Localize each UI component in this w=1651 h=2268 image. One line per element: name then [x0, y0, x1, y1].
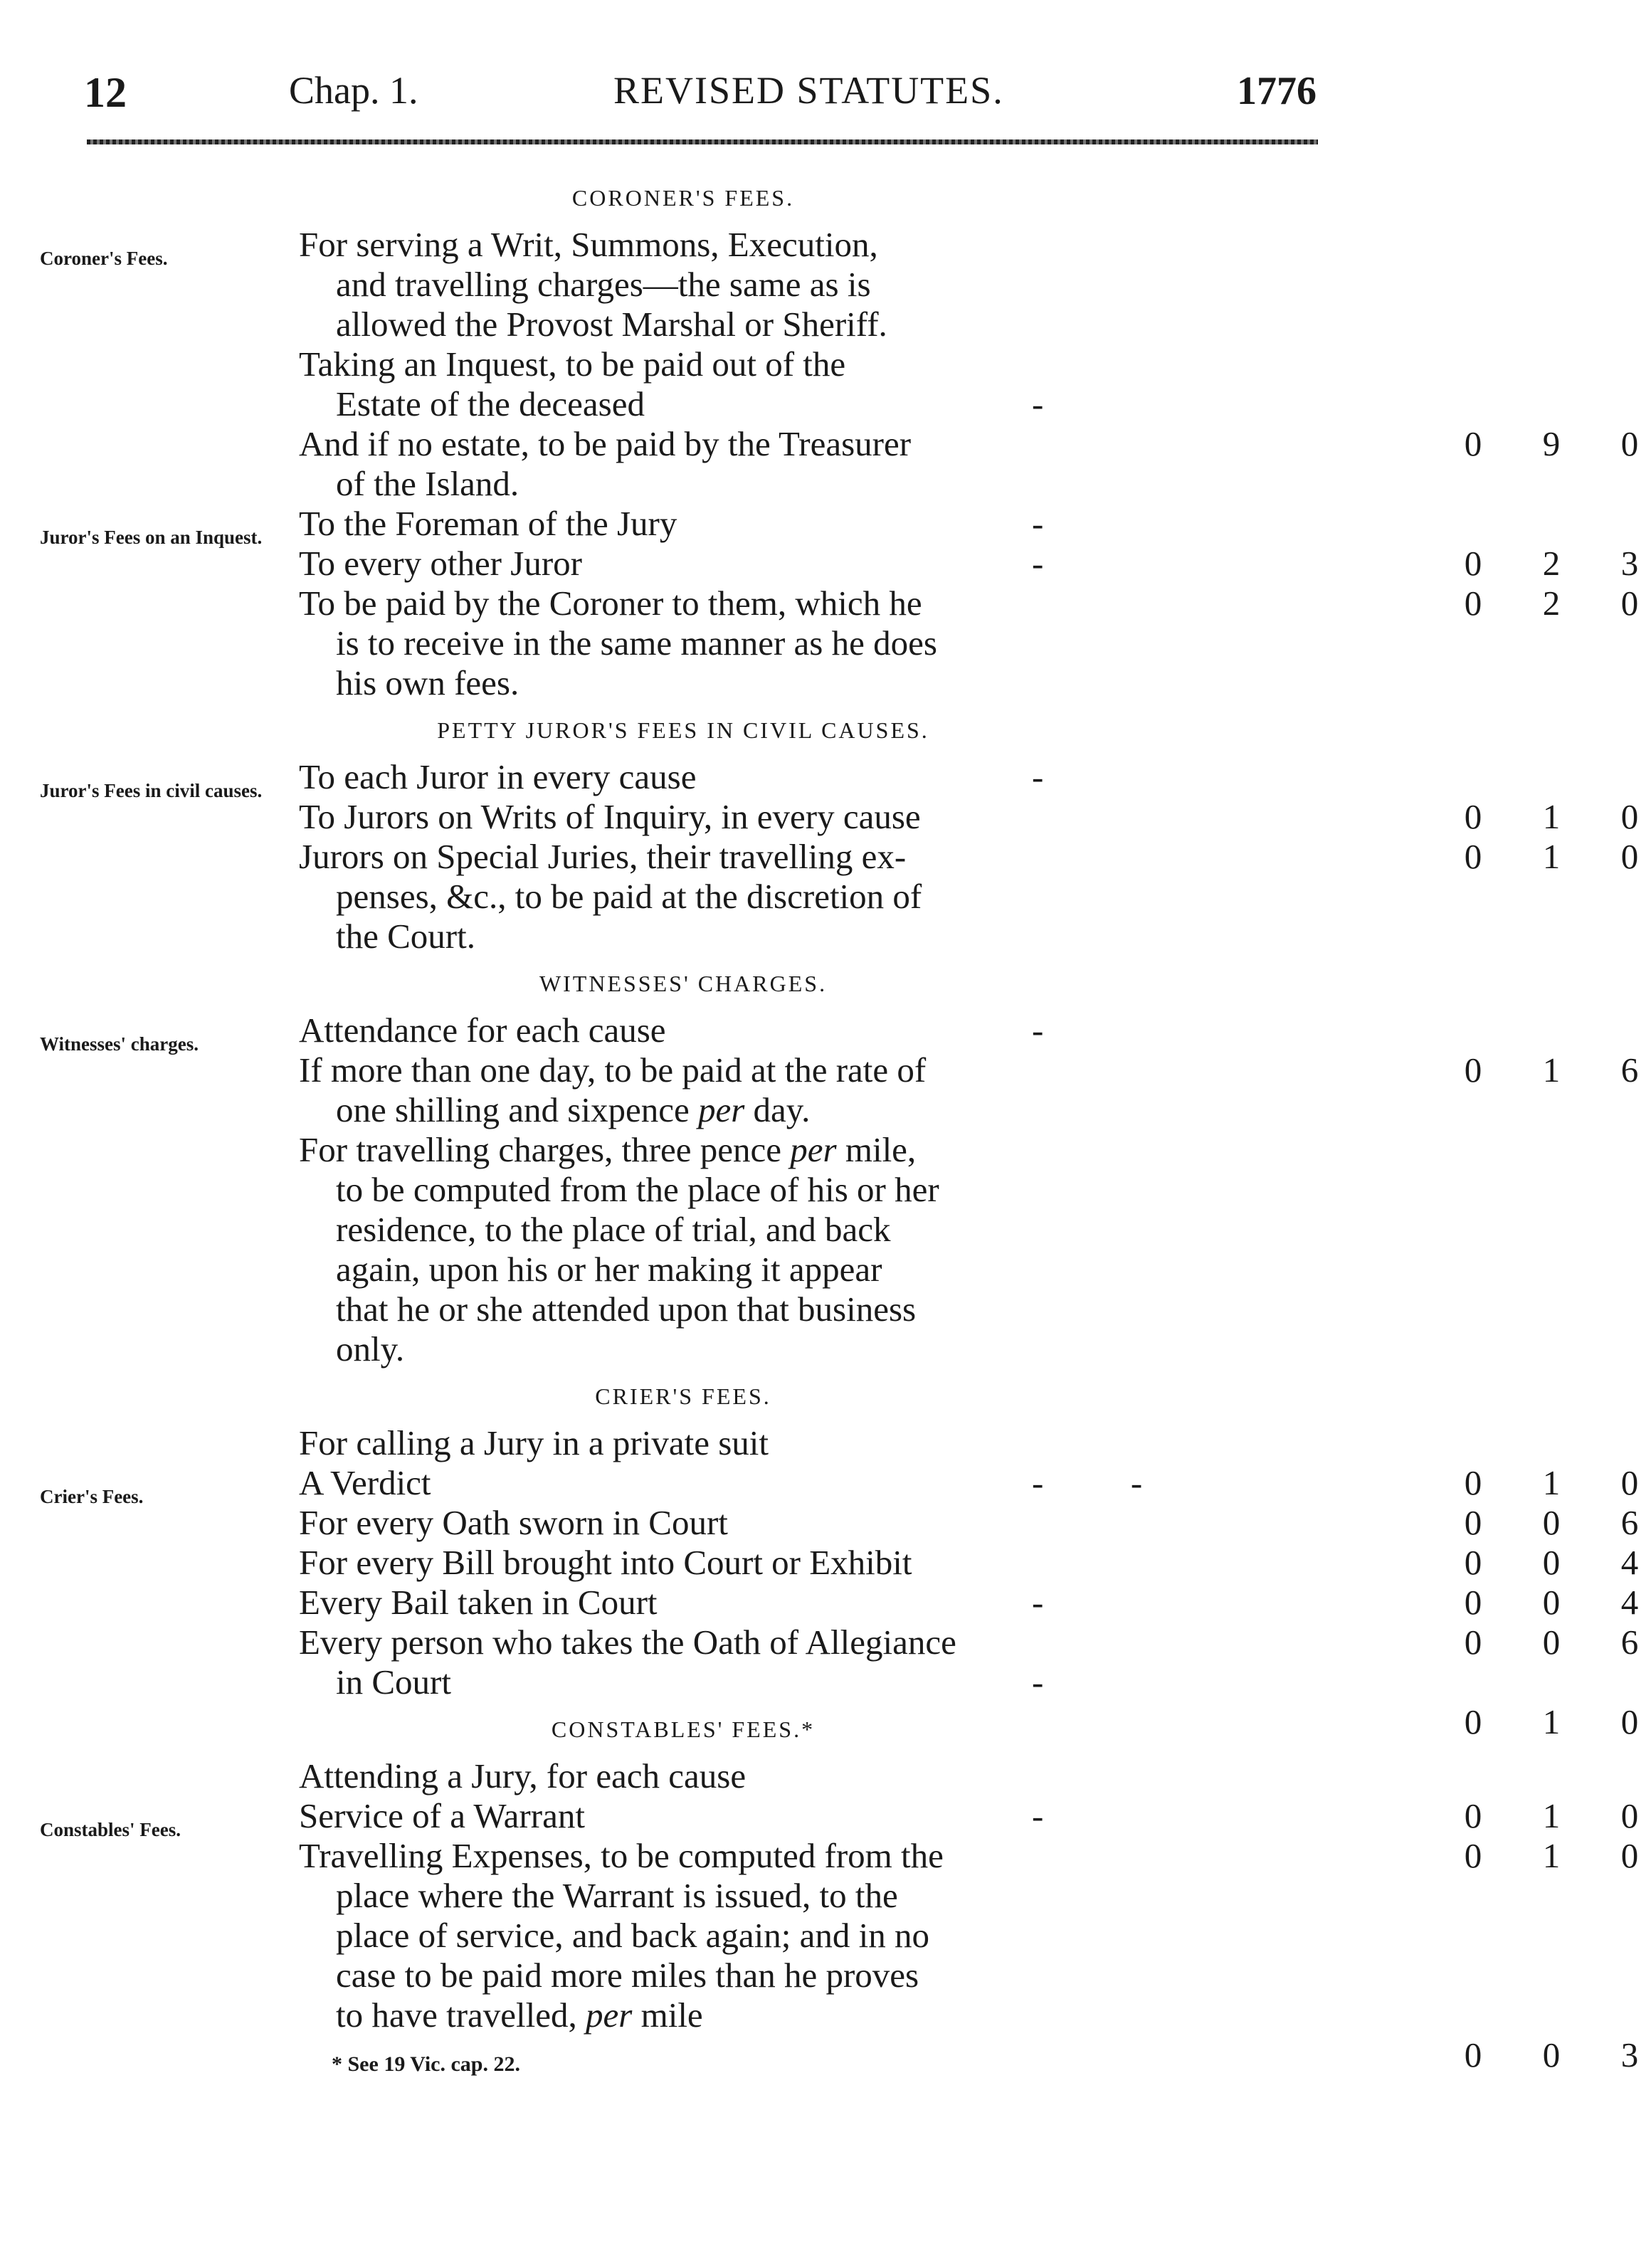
fee-item-text: Attendance for each cause — [299, 1011, 666, 1050]
amount-pence: 0 — [1620, 837, 1639, 876]
amount-shillings: 0 — [1542, 1543, 1561, 1582]
fee-item-text: place of service, and back again; and in no — [336, 1916, 930, 1955]
leader-dash: - — [1032, 1583, 1044, 1622]
amount-pounds: 0 — [1464, 424, 1482, 463]
amount-pounds: 0 — [1464, 1836, 1482, 1875]
fee-item-line — [299, 1876, 1430, 1916]
fee-item-text: And if no estate, to be paid by the Treasurer — [299, 424, 912, 463]
fee-amount — [1452, 1623, 1651, 1662]
fee-item-line — [299, 1050, 1430, 1090]
amount-pounds: 0 — [1464, 1050, 1482, 1090]
fee-item-text: one shilling and sixpence per day. — [336, 1090, 811, 1129]
fee-item-text: Attending a Jury, for each cause — [299, 1756, 747, 1795]
section-title: WITNESSES' CHARGES. — [539, 971, 828, 996]
amount-shillings: 1 — [1542, 1463, 1561, 1502]
margin-note: Juror's Fees on an Inquest. — [40, 527, 263, 548]
amount-pounds: 0 — [1464, 1463, 1482, 1502]
amount-pounds: 0 — [1464, 584, 1482, 623]
fee-item — [299, 837, 1430, 956]
amount-pounds: 0 — [1464, 1796, 1482, 1835]
fee-item-line — [299, 1090, 1430, 1130]
fee-section — [0, 716, 1639, 956]
fee-item-text: Taking an Inquest, to be paid out of the — [299, 344, 846, 384]
fee-item-line — [299, 265, 1430, 305]
section-title: CONSTABLES' FEES.* — [551, 1716, 816, 1742]
amount-pence: 0 — [1620, 1796, 1639, 1835]
amount-pence: 4 — [1620, 1543, 1639, 1582]
fee-item — [299, 1130, 1430, 1369]
amount-shillings: 1 — [1542, 837, 1561, 876]
fee-item-text: in Court — [336, 1662, 451, 1702]
amount-pence: 0 — [1620, 1702, 1639, 1741]
amount-pence: 4 — [1620, 1583, 1639, 1622]
year-label: 1776 — [1237, 69, 1317, 113]
fee-item-text: To each Juror in every cause — [299, 757, 697, 796]
fee-item-text: again, upon his or her making it appear — [336, 1250, 882, 1289]
fee-item-text: For every Oath sworn in Court — [299, 1503, 728, 1542]
amount-pounds: 0 — [1464, 1503, 1482, 1542]
fee-item-text: that he or she attended upon that business — [336, 1289, 917, 1329]
fee-amount — [1452, 797, 1651, 837]
amount-pounds: 0 — [1464, 2035, 1482, 2074]
page-number: 12 — [84, 69, 127, 116]
leader-dash: - — [1032, 1662, 1044, 1702]
fee-item — [299, 424, 1430, 504]
running-title: REVISED STATUTES. — [613, 69, 1004, 112]
fee-item-line — [299, 1130, 1430, 1170]
amount-pence: 6 — [1620, 1503, 1639, 1542]
amount-pence: 0 — [1620, 1463, 1639, 1502]
fee-item — [299, 225, 1430, 344]
fee-item-line — [299, 1623, 1430, 1662]
fee-item-text: Service of a Warrant — [299, 1796, 585, 1835]
fee-item-text: For every Bill brought into Court or Exhibit — [299, 1543, 912, 1582]
fee-item-line — [299, 584, 1430, 623]
fee-item-text: to be computed from the place of his or her — [336, 1170, 939, 1209]
amount-shillings: 1 — [1542, 1050, 1561, 1090]
fee-item-text: A Verdict — [299, 1463, 431, 1502]
amount-shillings: 9 — [1542, 424, 1561, 463]
amount-shillings: 0 — [1542, 1623, 1561, 1662]
fee-item-text: To the Foreman of the Jury — [299, 504, 677, 543]
fee-item-line — [299, 623, 1430, 663]
fee-item-line — [299, 1836, 1430, 1876]
fee-item-text: For calling a Jury in a private suit — [299, 1423, 769, 1462]
section-title: CORONER'S FEES. — [571, 185, 795, 211]
amount-pounds: 0 — [1464, 1543, 1482, 1582]
fee-item-text: To every other Juror — [299, 544, 582, 583]
fee-amount — [1452, 584, 1651, 623]
fee-amount — [1452, 1583, 1651, 1623]
amount-shillings: 2 — [1542, 584, 1561, 623]
fee-item-line — [299, 837, 1430, 877]
fee-item-line — [299, 1210, 1430, 1250]
fee-item — [299, 1050, 1430, 1130]
fee-item-text: only. — [336, 1329, 405, 1368]
section-title: PETTY JUROR'S FEES IN CIVIL CAUSES. — [437, 717, 929, 743]
fee-amount — [1452, 544, 1651, 584]
leader-dash: - — [1032, 757, 1044, 796]
fee-amount — [1452, 1543, 1651, 1583]
fee-item-text: his own fees. — [336, 663, 519, 702]
fee-item-line — [299, 305, 1430, 344]
leader-dash: - — [1032, 1011, 1044, 1050]
fee-item-text: For serving a Writ, Summons, Execution, — [299, 225, 878, 264]
header-rule — [87, 139, 1318, 144]
fee-amount — [1452, 1796, 1651, 1836]
fee-items — [299, 757, 1639, 956]
chapter-label: Chap. 1. — [289, 69, 418, 112]
leader-dash: - — [1032, 504, 1044, 543]
fee-item-text: penses, &c., to be paid at the discretion of — [336, 877, 922, 916]
leader-dash: - — [1032, 544, 1044, 583]
fee-item-line — [299, 917, 1430, 956]
amount-pounds: 0 — [1464, 1623, 1482, 1662]
fee-item-text: Every person who takes the Oath of Allegiance — [299, 1623, 956, 1662]
margin-note: Juror's Fees in civil causes. — [40, 780, 263, 801]
fee-item-line — [299, 344, 1430, 384]
fee-item-text: Travelling Expenses, to be computed from the — [299, 1836, 944, 1875]
fee-item-line — [299, 1250, 1430, 1289]
amount-shillings: 1 — [1542, 797, 1561, 836]
fee-amount — [1452, 1503, 1651, 1543]
fee-amount — [1452, 2035, 1651, 2075]
amount-pence: 6 — [1620, 1050, 1639, 1090]
amount-pence: 0 — [1620, 424, 1639, 463]
leader-dash: - — [1032, 1796, 1044, 1835]
fee-amount — [1452, 1702, 1651, 1742]
fee-item-line — [299, 464, 1430, 504]
leader-dash: - - — [1032, 1463, 1143, 1502]
fee-item-text: Jurors on Special Juries, their travelling ex- — [299, 837, 907, 876]
section-title: CRIER'S FEES. — [595, 1383, 771, 1409]
fee-item-line — [299, 1289, 1430, 1329]
amount-shillings: 0 — [1542, 2035, 1561, 2074]
amount-pence: 0 — [1620, 797, 1639, 836]
fee-item-line — [299, 1170, 1430, 1210]
amount-pence: 3 — [1620, 2035, 1639, 2074]
fee-item-text: To Jurors on Writs of Inquiry, in every cause — [299, 797, 921, 836]
amount-pence: 0 — [1620, 1836, 1639, 1875]
amount-pounds: 0 — [1464, 837, 1482, 876]
fee-item-text: to have travelled, per mile — [336, 1995, 703, 2035]
fee-item-text: To be paid by the Coroner to them, which he — [299, 584, 922, 623]
margin-note: Witnesses' charges. — [40, 1033, 199, 1055]
fee-item-line — [299, 663, 1430, 703]
fee-amount — [1452, 1463, 1651, 1503]
fee-item-text: Estate of the deceased — [336, 384, 645, 423]
footnote: * See 19 Vic. cap. 22. — [332, 2052, 520, 2076]
fee-item-line — [299, 877, 1430, 917]
amount-pence: 3 — [1620, 544, 1639, 583]
fee-section — [0, 969, 1639, 1369]
fee-amount — [1452, 837, 1651, 877]
fee-item-text: and travelling charges—the same as is — [336, 265, 871, 304]
fee-section — [0, 184, 1639, 703]
amount-pounds: 0 — [1464, 1702, 1482, 1741]
fee-item-text: of the Island. — [336, 464, 519, 503]
amount-shillings: 1 — [1542, 1836, 1561, 1875]
margin-note: Coroner's Fees. — [40, 248, 168, 269]
fee-item-text: residence, to the place of trial, and back — [336, 1210, 891, 1249]
amount-shillings: 1 — [1542, 1796, 1561, 1835]
margin-note: Constables' Fees. — [40, 1819, 181, 1840]
amount-shillings: 2 — [1542, 544, 1561, 583]
fee-item-text: place where the Warrant is issued, to the — [336, 1876, 898, 1915]
fee-item-line — [299, 1329, 1430, 1369]
fee-items — [299, 1011, 1639, 1369]
fee-item-text: For travelling charges, three pence per mile, — [299, 1130, 917, 1169]
fee-items — [299, 225, 1639, 703]
fee-amount — [1452, 1050, 1651, 1090]
fee-item-text: case to be paid more miles than he proves — [336, 1956, 919, 1995]
fee-item-text: Every Bail taken in Court — [299, 1583, 658, 1622]
amount-pence: 0 — [1620, 584, 1639, 623]
fee-item-text: If more than one day, to be paid at the rate of — [299, 1050, 927, 1090]
amount-pounds: 0 — [1464, 544, 1482, 583]
fee-item — [299, 584, 1430, 703]
amount-pounds: 0 — [1464, 1583, 1482, 1622]
fee-amount — [1452, 424, 1651, 464]
amount-shillings: 1 — [1542, 1702, 1561, 1741]
amount-shillings: 0 — [1542, 1583, 1561, 1622]
amount-pence: 6 — [1620, 1623, 1639, 1662]
fee-item-text: is to receive in the same manner as he does — [336, 623, 937, 663]
fee-item-text: the Court. — [336, 917, 475, 956]
fee-item-line — [299, 1916, 1430, 1956]
amount-shillings: 0 — [1542, 1503, 1561, 1542]
fee-item-line — [299, 424, 1430, 464]
amount-pounds: 0 — [1464, 797, 1482, 836]
leader-dash: - — [1032, 384, 1044, 423]
fee-item-text: allowed the Provost Marshal or Sheriff. — [336, 305, 887, 344]
fee-item-line — [299, 1956, 1430, 1995]
margin-note: Crier's Fees. — [40, 1486, 144, 1507]
fee-amount — [1452, 1836, 1651, 1876]
fee-item-line — [299, 225, 1430, 265]
